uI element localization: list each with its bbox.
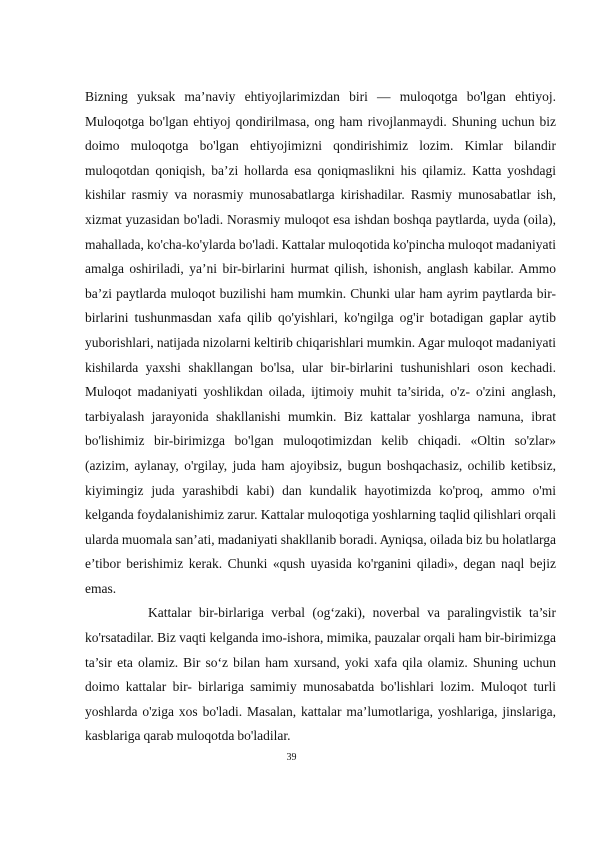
document-page [85, 85, 556, 749]
page-number: 39 [286, 752, 297, 763]
body-paragraph-2: Kattalar bir-birlariga verbal (og‘zaki), noverbal va paralingvistik ta’sir ko'rsatadilar. Biz vaqti kelganda imo-ishora, mimika, pauzalar orqali ham bir-birimizga ta’sir eta olamiz. Bir so‘z bilan ham xursand, yoki xafa qila olamiz. Shuning uchun doimo kattalar bir- birlariga samimiy munosabatda bo'lishlari lozim. Muloqot turli yoshlarda o'ziga xos bo'ladi. Masalan, kattalar ma’lumotlariga, yoshlariga, jinslariga, kasblariga qarab muloqotda bo'ladilar. [85, 605, 556, 744]
body-paragraph-1: Bizning yuksak ma’naviy ehtiyojlarimizdan biri — muloqotga bo'lgan ehtiyoj. Muloqotga bo'lgan ehtiyoj qondirilmasa, ong ham rivojlanmaydi. Shuning uchun biz doimo muloqotga bo'lgan ehtiyojimizni qondirishimiz lozim. Kimlar bilandir muloqotdan qoniqish, ba’zi hollarda esa qoniqmaslikni his qilamiz. Katta yoshdagi kishilar rasmiy va norasmiy munosabatlarga kirishadilar. Rasmiy munosabatlar ish, xizmat yuzasidan bo'ladi. Norasmiy muloqot esa ishdan boshqa paytlarda, uyda (oila), mahallada, ko'cha-ko'ylarda bo'ladi. Kattalar muloqotida ko'pincha muloqot madaniyati amalga oshiriladi, ya’ni bir-birlarini hurmat qilish, ishonish, anglash kabilar. Ammo ba’zi paytlarda muloqot buzilishi ham mumkin. Chunki ular ham ayrim paytlarda bir-birlarini tushunmasdan xafa qilib qo'yishlari, ko'ngilga og'ir botadigan gaplar aytib yuborishlari, natijada nizolarni keltirib chiqarishlari mumkin. Agar muloqot madaniyati kishilarda yaxshi shakllangan bo'lsa, ular bir-birlarini tushunishlari oson kechadi. Muloqot madaniyati yoshlikdan oilada, ijtimoiy muhit ta’sirida, o'z- o'zini anglash, tarbiyalash jarayonida shakllanishi mumkin. Biz kattalar yoshlarga namuna, ibrat bo'lishimiz bir-birimizga bo'lgan muloqotimizdan kelib chiqadi. «Oltin so'zlar» (azizim, aylanay, o'rgilay, juda ham ajoyibsiz, bugun boshqachasiz, ochilib ketibsiz, kiyimingiz juda yarashibdi kabi) dan kundalik hayotimizda ko'proq, ammo o'mi kelganda foydalanishimiz zarur. Kattalar muloqotiga yoshlarning taqlid qilishlari orqali ularda muomala san’ati, madaniyati shakllanib boradi. Ayniqsa, oilada biz bu holatlarga e’tibor berishimiz kerak. Chunki «qush uyasida ko'rganini qiladi», degan naql bejiz emas. [85, 89, 556, 596]
